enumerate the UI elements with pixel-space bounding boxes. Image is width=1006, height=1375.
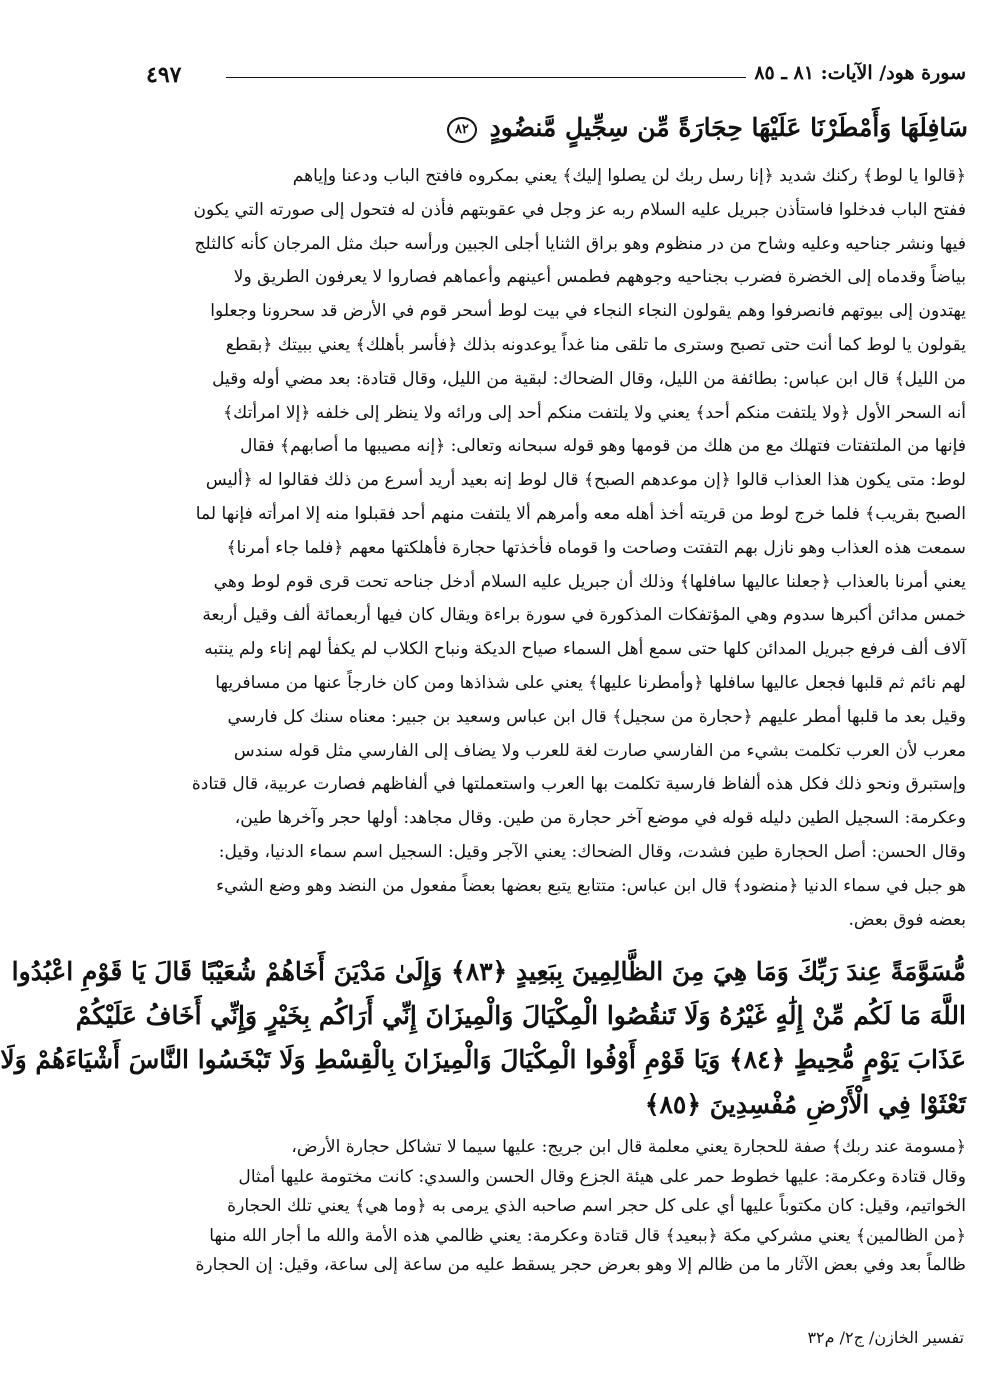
surah-info: سورة هود/ الآيات: ٨١ ـ ٨٥ <box>754 62 966 84</box>
commentary-line: وعكرمة: السجيل الطين دليله قوله في موضع آخر حجارة من طين. وقال مجاهد: أولها حجر وآخرها طين، <box>234 808 966 829</box>
header-rule <box>226 77 746 78</box>
commentary-line: وقيل بعد ما قلبها أمطر عليهم ﴿حجارة من سجيل﴾ قال ابن عباس وسعيد بن جبير: معناه سنك كل فارسي <box>227 706 966 727</box>
verse-line: اللَّهَ مَا لَكُم مِّنْ إِلَٰهٍ غَيْرُهُ وَلَا تَنقُصُوا الْمِكْيَالَ وَالْمِيزَانَ إِنِّي أَرَاكُم بِخَيْرٍ وَإِنِّي أَخَافُ عَلَيْكُمْ <box>75 1001 966 1031</box>
commentary-line: لهم نائم ثم قلبها فجعل عاليها سافلها ﴿وأمطرنا عليها﴾ يعني على شذاذها ومن كان خارجاً عنها من مسافريها <box>215 672 966 693</box>
page-header <box>146 62 966 88</box>
commentary-line: الصبح بقريب﴾ فلما خرج لوط من قريته أخذ أهله معه وأمرهم ألا يلتفت منهم أحد فقبلوا منه إلا امرأته فإنها لما <box>195 503 966 524</box>
commentary-line: آلاف ألف فرفع جبريل المدائن كلها حتى سمع أهل السماء صياح الديكة ونباح الكلاب لم يكفأ لهم إناء ولم ينتبه <box>204 639 966 660</box>
commentary-line: ﴿قالوا يا لوط﴾ ركنك شديد ﴿إنا رسل ربك لن يصلوا إليك﴾ يعني بمكروه فافتح الباب ودعنا وإياهم <box>292 166 966 186</box>
commentary-line: فيها ونشر جناحيه وعليه وشاح من در منظوم وهو براق الثنايا أجلى الجبين ورأسه حبك مثل المرجان كأنه كالثلج <box>194 233 966 254</box>
commentary-line: من الليل﴾ قال ابن عباس: بطائفة من الليل، وقال الضحاك: لبقية من الليل، وقال قتادة: بعد مضي أوله وقيل <box>212 368 966 389</box>
commentary-line: سمعت هذه العذاب وهو نازل بهم التفتت وصاحت وا قوماه فأخذتها حجارة فأهلكتها معهم ﴿فلما جاء أمرنا﴾ <box>226 537 966 558</box>
commentary-line: يهتدون إلى بيوتهم فانصرفوا وهم يقولون النجاء النجاء في بيت لوط أسحر قوم في الأرض قد سحرونا وجعلوا <box>210 301 966 322</box>
commentary-line: ﴿من الظالمين﴾ يعني مشركي مكة ﴿ببعيد﴾ قال قتادة وعكرمة: يعني ظالمي هذه الأمة والله ما أجار الله منها <box>209 1225 966 1246</box>
commentary-line: هو جبل في سماء الدنيا ﴿منضود﴾ قال ابن عباس: متتابع يتبع بعضها بعضاً مفعول من النضد وهو وضع الشيء <box>216 875 966 896</box>
commentary-line: خمس مدائن أكبرها سدوم وهي المؤتفكات المذكورة في سورة براءة ويقال كان فيها أربعمائة ألف وقيل أربعة <box>202 605 966 626</box>
commentary-line: أنه السحر الأول ﴿ولا يلتفت منكم أحد﴾ يعني ولا يلتفت منكم أحد إلى ورائه ولا ينظر إلى خلفه ﴿إلا امرأتك﴾ <box>223 402 966 423</box>
commentary-block-1 <box>154 160 966 937</box>
verse-line: تَعْثَوْا فِي الْأَرْضِ مُفْسِدِينَ ﴿٨٥﴾ <box>644 1089 966 1119</box>
commentary-line: لوط: متى يكون هذا العذاب قالوا ﴿إن موعدهم الصبح﴾ قال لوط إنه بعيد أريد أسرع من ذلك فقالوا له ﴿أليس <box>205 470 966 491</box>
verse-top <box>146 108 968 148</box>
commentary-line: بياضاً وقدماه إلى الخضرة فضرب بجناحيه وجوههم فطمس أعينهم وأعماهم فصاروا لا يعرفون الطريق ولا <box>233 267 966 288</box>
commentary-line: وإستبرق ونحو ذلك فكل هذه ألفاظ فارسية تكلمت بها العرب واستعملتها في ألفاظهم فصارت عربية، قال قتادة <box>191 774 966 795</box>
verse-number-82: ٨٢ <box>447 117 477 143</box>
commentary-line: وقال قتادة وعكرمة: عليها خطوط حمر على هيئة الجزع وقال الحسن والسدي: كانت مختومة عليها أمثال <box>238 1166 966 1187</box>
page-number: ٤٩٧ <box>146 62 182 88</box>
commentary-line: معرب لأن العرب تكلمت بشيء من الفارسي صارت لغة للعرب ولا يضاف إلى الفارسي مثل قوله سندس <box>233 740 966 761</box>
commentary-line: ﴿مسومة عند ربك﴾ صفة للحجارة يعني معلمة قال ابن جريج: عليها سيما لا تشاكل حجارة الأرض، <box>291 1137 966 1157</box>
verse-top-text: سَافِلَهَا وَأَمْطَرْنَا عَلَيْهَا حِجَارَةً مِّن سِجِّيلٍ مَّنضُودٍ <box>489 113 968 142</box>
verse-line: عَذَابَ يَوْمٍ مُّحِيطٍ ﴿٨٤﴾ وَيَا قَوْمِ أَوْفُوا الْمِكْيَالَ وَالْمِيزَانَ بِالْقِسْطِ وَلَا تَبْخَسُوا النَّاسَ أَشْيَاءَهُمْ وَلَا <box>0 1045 966 1075</box>
commentary-line: ظالماً بعد وفي بعض الآثار ما من ظالم إلا وهو بعرض حجر يسقط عليه من ساعة إلى ساعة، وقيل: إن الحجارة <box>195 1255 966 1276</box>
commentary-line: يقولون يا لوط كما أنت حتى تصبح وسترى ما تلقى منا غداً يوعدونه بذلك ﴿فأسر بأهلك﴾ يعني ببيتك ﴿بقطع <box>225 334 966 355</box>
commentary-line: وقال الحسن: أصل الحجارة طين فشدت، وقال الضحاك: يعني الآجر وقيل: السجيل اسم سماء الدنيا، وقيل: <box>218 841 966 862</box>
commentary-line: فإنها من الملتفتات فتهلك مع من هلك من قومها وهو قوله سبحانه وتعالى: ﴿إنه مصيبها ما أصابهم﴾ فقال <box>240 436 966 457</box>
verse-block <box>0 950 966 1127</box>
commentary-line: ففتح الباب فدخلوا فاستأذن جبريل عليه السلام ربه عز وجل في عقوبتهم فأذن له فتحول إلى صورته التي يكون <box>193 199 966 220</box>
footer-signature: تفسير الخازن/ ج٢/ م٣٢ <box>807 1328 964 1347</box>
commentary-line: الخواتيم، وقيل: كان مكتوباً عليها أي على كل حجر اسم صاحبه الذي يرمى به ﴿وما هي﴾ يعني تلك الحجارة <box>227 1196 966 1217</box>
verse-line: مُّسَوَّمَةً عِندَ رَبِّكَ وَمَا هِيَ مِنَ الظَّالِمِينَ بِبَعِيدٍ ﴿٨٣﴾ وَإِلَىٰ مَدْيَنَ أَخَاهُمْ شُعَيْبًا قَالَ يَا قَوْمِ اعْبُدُوا <box>11 957 966 986</box>
commentary-line: يعني أمرنا بالعذاب ﴿جعلنا عاليها سافلها﴾ وذلك أن جبريل عليه السلام أدخل جناحه تحت قرى قوم لوط وهي <box>213 571 966 592</box>
commentary-block-2 <box>154 1133 966 1281</box>
commentary-line: بعضه فوق بعض. <box>848 909 966 930</box>
